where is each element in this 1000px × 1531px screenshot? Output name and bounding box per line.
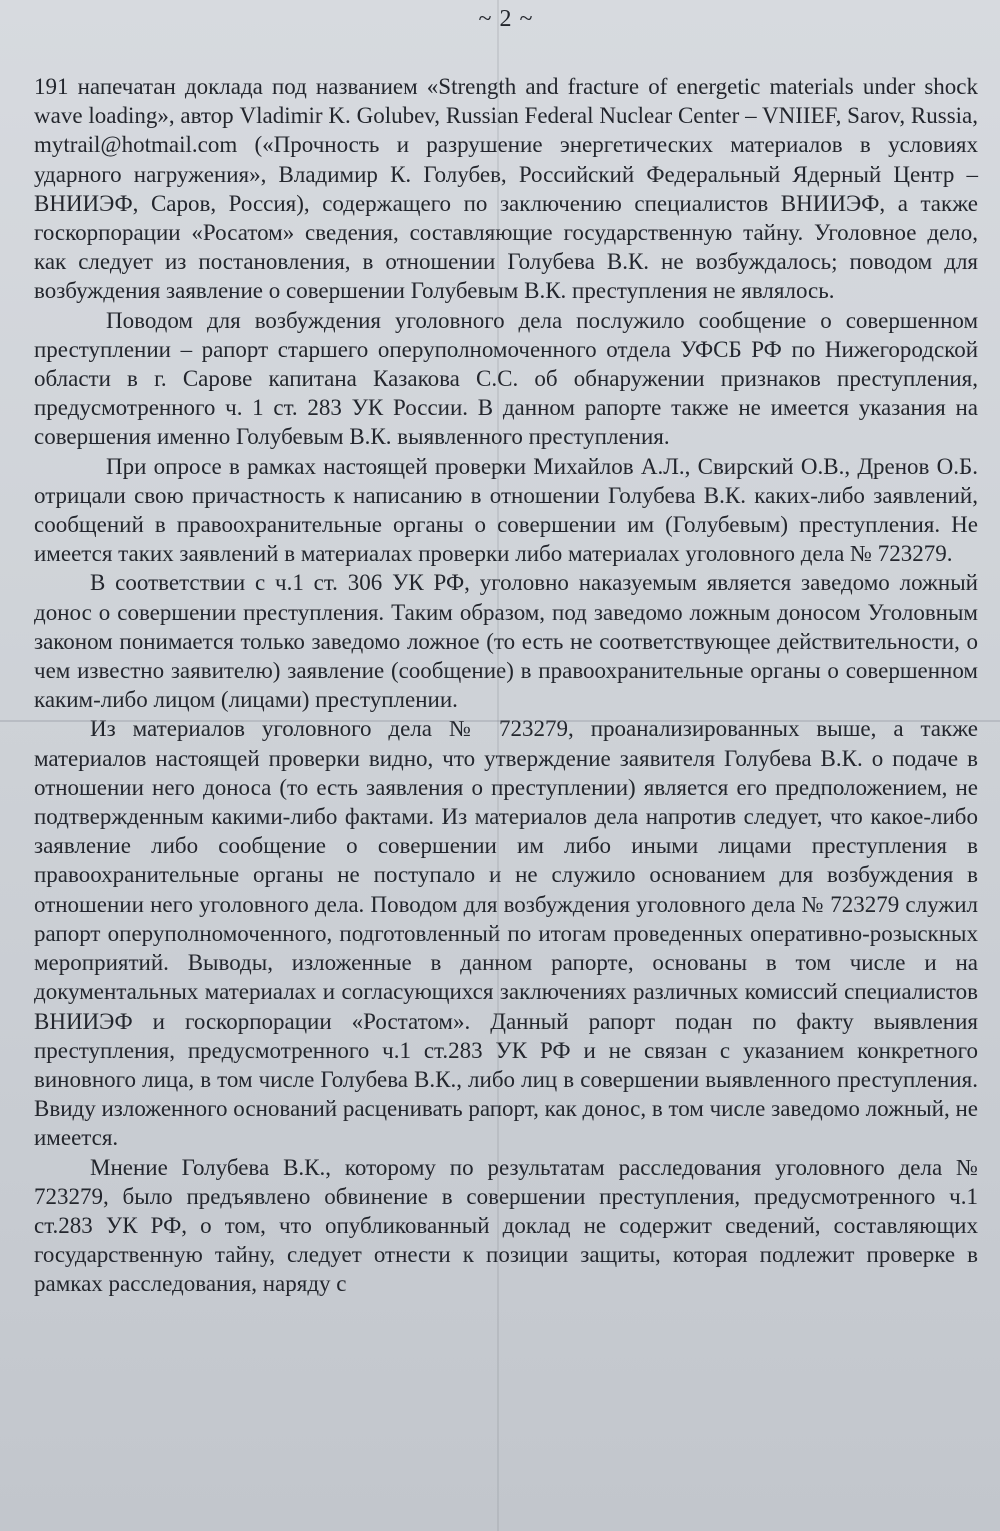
paragraph-golubev-opinion: Мнение Голубева В.К., которому по результатам расследования уголовного дела № 723279, было предъявлено обвинение в совершении преступления, предусмотренного ч.1 ст.283 УК РФ, о том, что опубликованный доклад не содержит сведений, составляющих государственную тайну, следует отнести к позиции защиты, которая подлежит проверке в рамках расследования, наряду с — [34, 1154, 978, 1297]
paragraph-grounds-for-case: Поводом для возбуждения уголовного дела послужило сообщение о совершенном преступлении – рапорт старшего оперуполномоченного отдела УФСБ РФ по Нижегородской области в г. Сарове капитана Казакова С.С. об обнаружении признаков преступления, предусмотренного ч. 1 ст. 283 УК России. В данном рапорте также не имеется указания на совершения именно Голубевым В.К. выявленного преступления. — [34, 307, 978, 450]
paragraph-article-306: В соответствии с ч.1 ст. 306 УК РФ, уголовно наказуемым является заведомо ложный донос о совершении преступления. Таким образом, под заведомо ложным доносом Уголовным законом понимается только заведомо ложное (то есть не соответствующее действительности, о чем известно заявителю) заявление (сообщение) в правоохранительные органы о совершенном каким-либо лицом (лицами) преступлении. — [34, 570, 978, 713]
paper-fold-line — [497, 0, 499, 1531]
paragraph-survey: При опросе в рамках настоящей проверки Михайлов А.Л., Свирский О.В., Дренов О.Б. отрицали свою причастность к написанию в отношении Голубева В.К. каких-либо заявлений, сообщений в правоохранительные органы о совершении им (Голубевым) преступления. Не имеется таких заявлений в материалах проверки либо материалах уголовного дела № 723279. — [34, 453, 978, 567]
page-number: ~ 2 ~ — [478, 6, 534, 32]
paper-fold-line — [0, 720, 1000, 722]
paragraph-case-materials: Из материалов уголовного дела № 723279, проанализированных выше, а также материалов настоящей проверки видно, что утверждение заявителя Голубева В.К. о подаче в отношении него доноса (то есть заявления о преступлении) является его предположением, не подтвержденным какими-либо фактами. Из материалов дела напротив следует, что какое-либо заявление либо сообщение о совершении им либо иными лицами преступления в правоохранительные органы не поступало и не служило основанием для возбуждения в отношении него уголовного дела. Поводом для возбуждения уголовного дела № 723279 служил рапорт оперуполномоченного, подготовленный по итогам проведенных оперативно-розыскных мероприятий. Выводы, изложенные в данном рапорте, основаны в том числе и на документальных материалах и согласующихся заключениях различных комиссий специалистов ВНИИЭФ и госкорпорации «Ростатом». Данный рапорт подан по факту выявления преступления, предусмотренного ч.1 ст.283 УК РФ и не связан с указанием конкретного виновного лица, в том числе Голубева В.К., либо лиц в совершении выявленного преступления. Ввиду изложенного оснований расценивать рапорт, как донос, в том числе заведомо ложный, не имеется. — [34, 716, 978, 1151]
paragraph-report-publication: 191 напечатан доклада под названием «Strength and fracture of energetic materials under shock wave loading», автор Vladimir K. Golubev, Russian Federal Nuclear Center – VNIIEF, Sarov, Russia, mytrail@hotmail.com («Прочность и разрушение энергетических материалов в условиях ударного нагружения», Владимир К. Голубев, Российский Федеральный Ядерный Центр – ВНИИЭФ, Саров, Россия), содержащего по заключению специалистов ВНИИЭФ, а также госкорпорации «Росатом» сведения, составляющие государственную тайну. Уголовное дело, как следует из постановления, в отношении Голубева В.К. не возбуждалось; поводом для возбуждения заявление о совершении Голубевым В.К. преступления не являлось. — [34, 74, 978, 304]
